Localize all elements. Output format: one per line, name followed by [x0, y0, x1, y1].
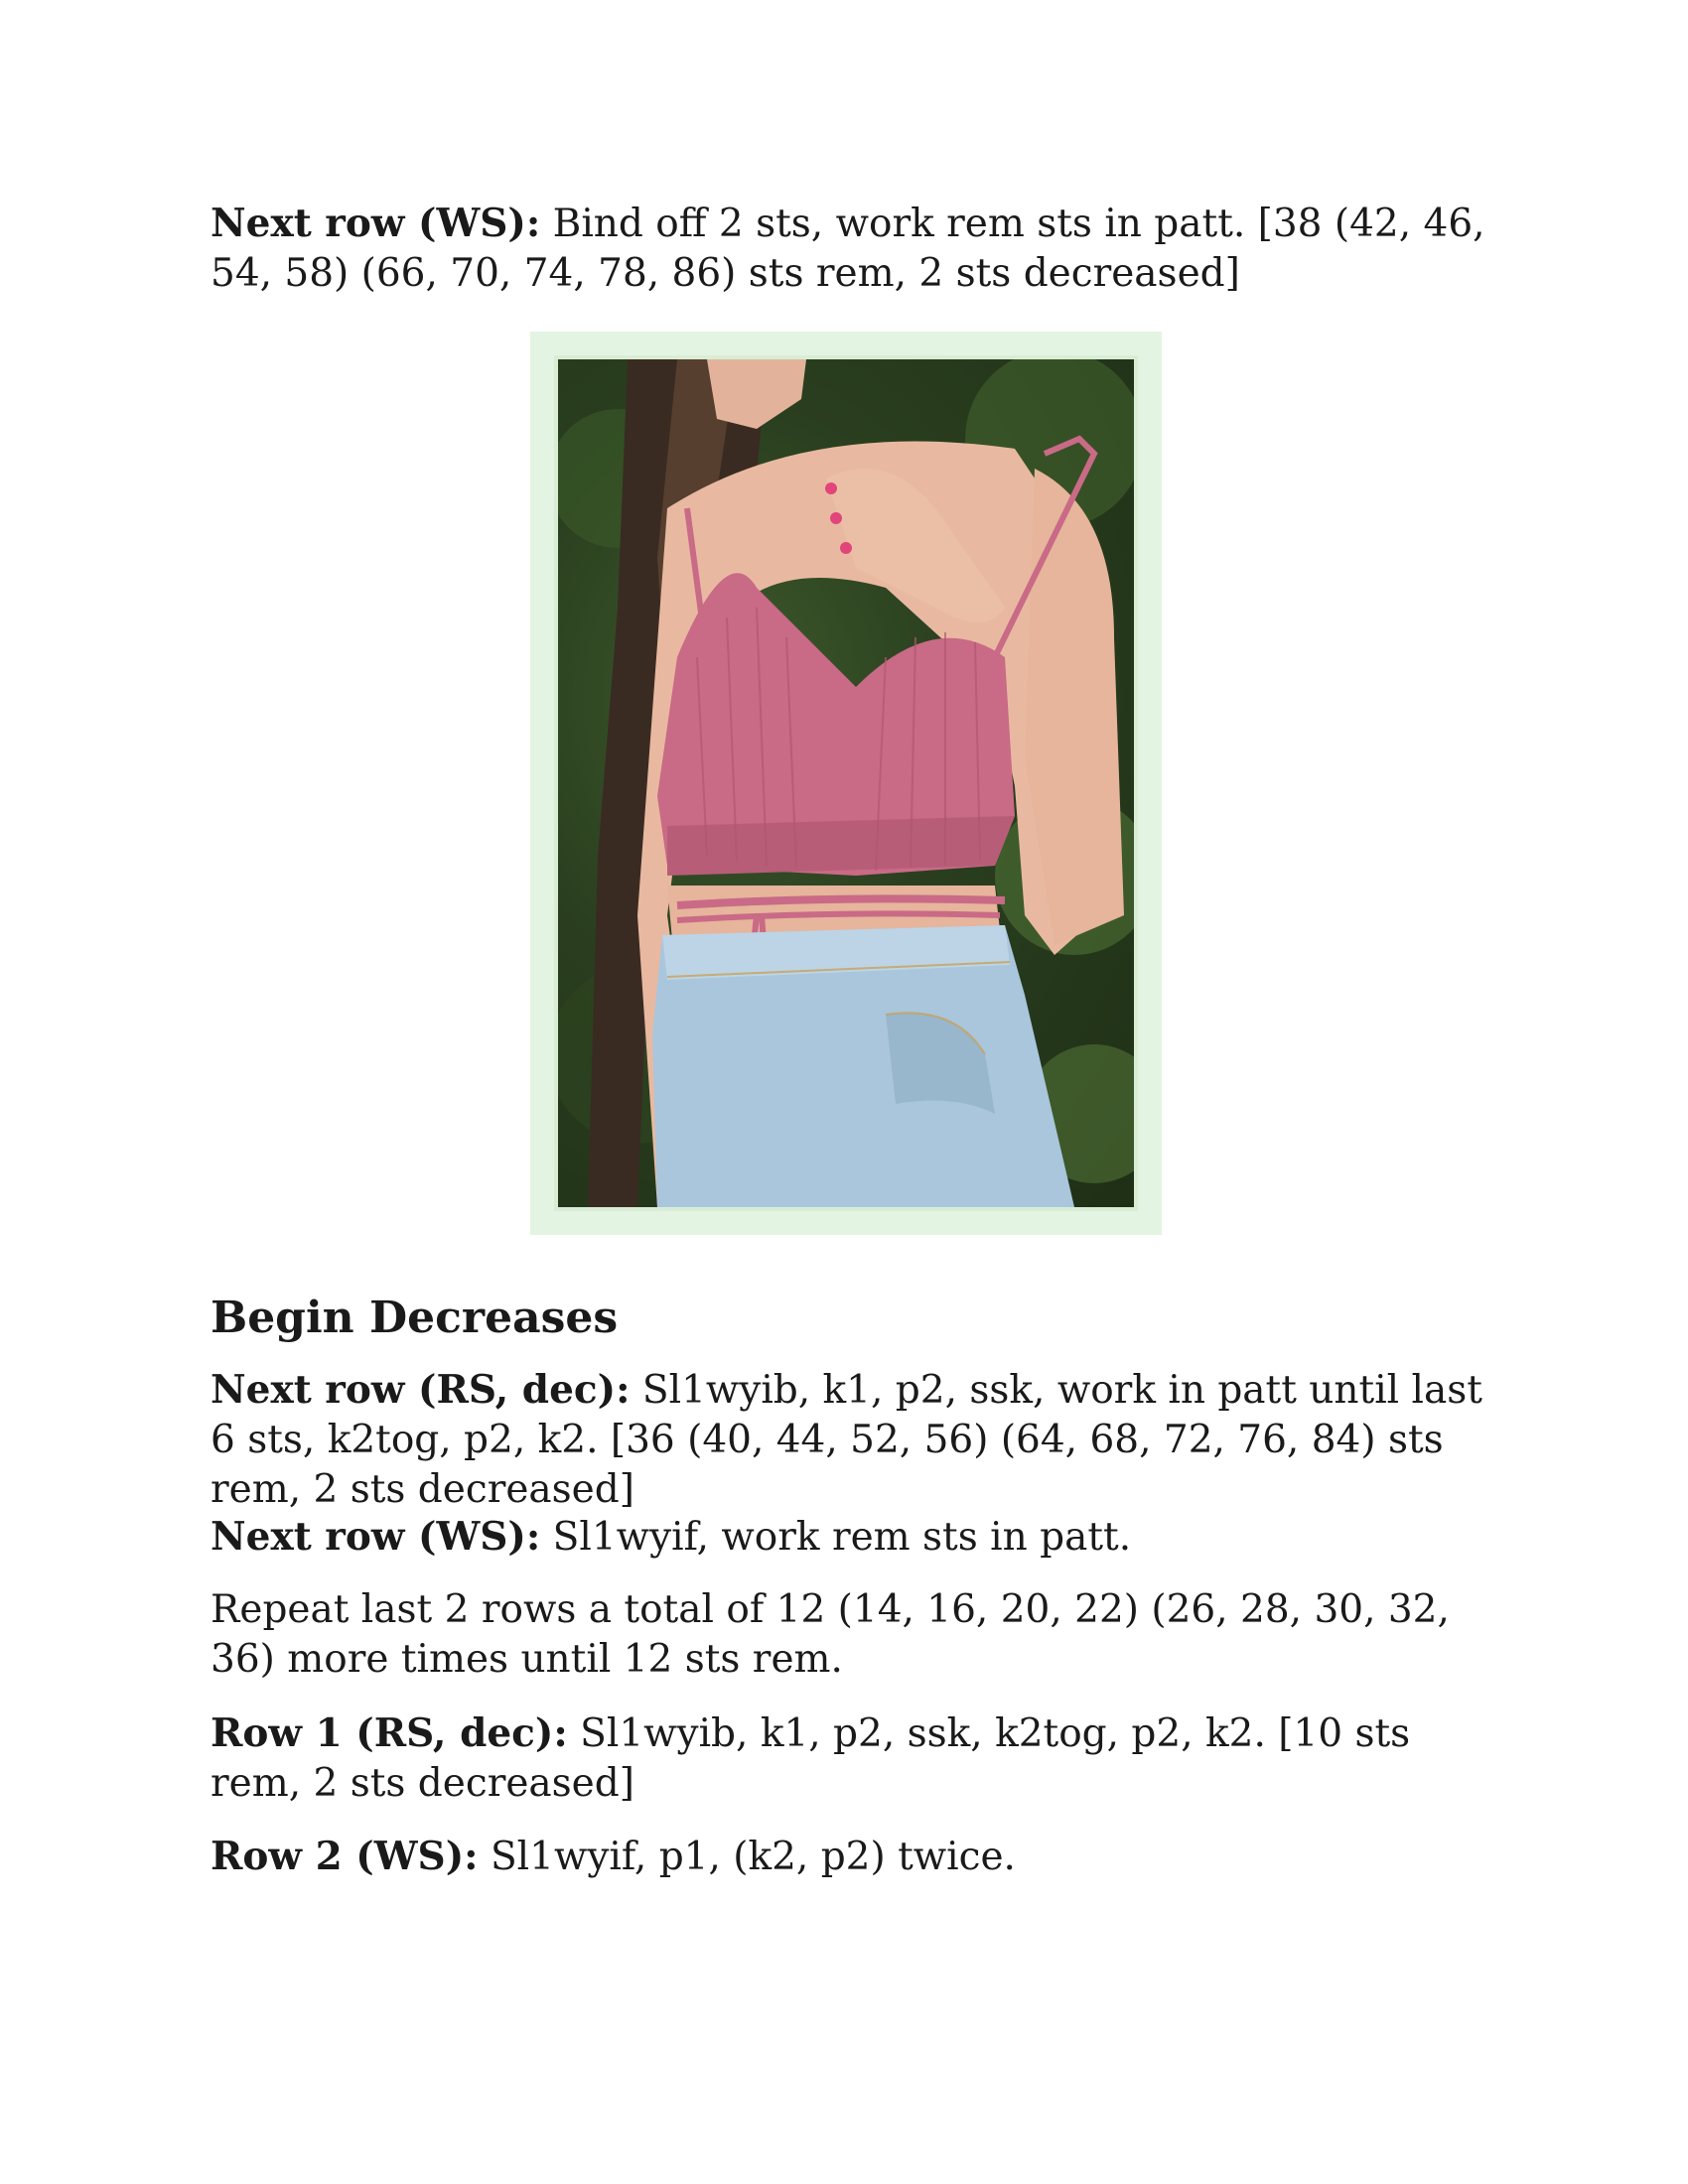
row-label: Row 1 (RS, dec):	[211, 1710, 568, 1756]
knitted-wrap-top-photo	[558, 359, 1134, 1207]
paragraph-repeat-rows	[211, 1585, 1491, 1685]
photo-illustration	[558, 359, 1134, 1207]
paragraph-next-row-ws	[211, 1512, 1491, 1563]
paragraph-next-row-rs-dec	[211, 1365, 1491, 1515]
row-instruction: Bind off 2 sts, work rem sts in patt. [38 (42, 46, 54, 58) (66, 70, 74, 78, 86) sts rem, 2 sts decreased]	[211, 202, 1485, 296]
section-heading: Begin Decreases	[211, 1293, 619, 1343]
row-instruction: Sl1wyib, k1, p2, ssk, work in patt until last 6 sts, k2tog, p2, k2. [36 (40, 44, 52, 56) (64, 68, 72, 76, 84) sts rem, 2 sts decreased]	[211, 1368, 1482, 1512]
row-label: Row 2 (WS):	[211, 1834, 479, 1879]
paragraph-row-1	[211, 1708, 1491, 1809]
paragraph-row-2	[211, 1832, 1491, 1882]
paragraph-next-row-ws-bind-off	[211, 199, 1491, 299]
photo-frame	[530, 332, 1162, 1235]
row-instruction: Sl1wyif, p1, (k2, p2) twice.	[478, 1835, 1016, 1879]
row-instruction: Repeat last 2 rows a total of 12 (14, 16, 20, 22) (26, 28, 30, 32, 36) more times until 12 sts rem.	[211, 1587, 1450, 1682]
row-instruction: Sl1wyif, work rem sts in patt.	[540, 1515, 1132, 1560]
row-instruction: Sl1wyib, k1, p2, ssk, k2tog, p2, k2. [10 sts rem, 2 sts decreased]	[211, 1711, 1411, 1806]
row-label: Next row (RS, dec):	[211, 1367, 631, 1413]
row-label: Next row (WS):	[211, 1514, 541, 1560]
row-label: Next row (WS):	[211, 201, 541, 246]
